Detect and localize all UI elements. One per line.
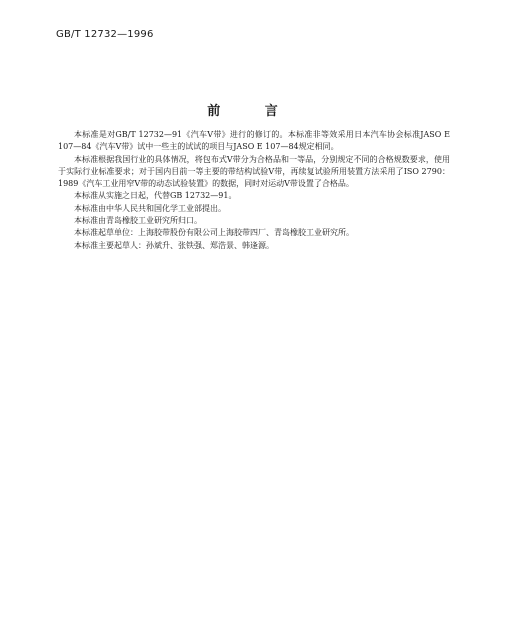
paragraph-grading: 本标准根据我国行业的具体情况，将包布式V带分为合格品和一等品，分别规定不同的合格规数要求，使用于实际行业标准要求；对于国内目前一等主要的带结构试验V带，再续复试验所用装置方法采用了ISO 2790：1989《汽车工业用窄V带的动态试验装置》的数据，同时对运动V带设置了合格品。 <box>58 154 450 189</box>
paragraph-proposed-by: 本标准由中华人民共和国化学工业部提出。 <box>74 203 226 213</box>
page-title: 前 言 <box>207 104 298 119</box>
paragraph-centralized-by: 本标准由青岛橡胶工业研究所归口。 <box>74 216 202 226</box>
paragraph-replaces: 本标准从实施之日起，代替GB 12732—91。 <box>74 191 237 201</box>
paragraph-revision-basis: 本标准是对GB/T 12732—91《汽车V带》进行的修订的。本标准非等效采用日本汽车协会标准JASO E 107—84《汽车V带》试中一些主的试试的项目与JASO E 107—84规定相同。 <box>58 130 450 152</box>
standard-code: GB/T 12732—1996 <box>56 29 154 40</box>
foreword-body <box>58 129 450 252</box>
paragraph-drafters: 本标准主要起草人：孙斌升、张铁强、郑浩景、韩逢源。 <box>74 240 274 250</box>
paragraph-drafting-units: 本标准起草单位：上海胶带股份有限公司上海胶带四厂、青岛橡胶工业研究所。 <box>74 228 354 238</box>
